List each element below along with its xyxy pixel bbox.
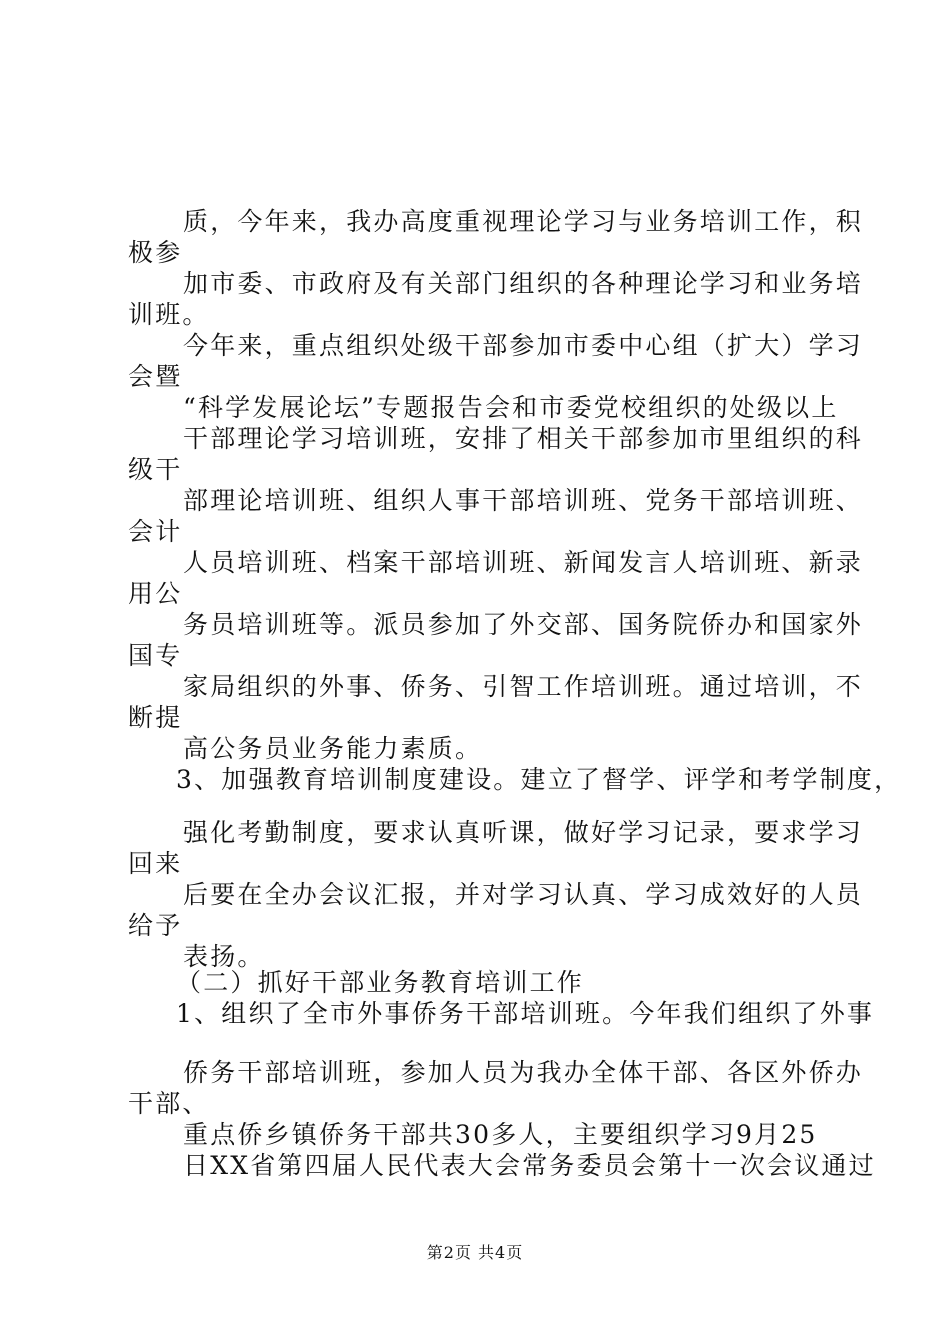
text-line: 国专 (128, 641, 183, 670)
text-line: 训班。 (128, 300, 210, 329)
text-line: 人员培训班、档案干部培训班、新闻发言人培训班、新录 (183, 548, 864, 577)
text-line: 干部理论学习培训班，安排了相关干部参加市里组织的科 (183, 424, 864, 453)
text-line: 家局组织的外事、侨务、引智工作培训班。通过培训，不 (183, 672, 864, 701)
text-line: 1、组织了全市外事侨务干部培训班。今年我们组织了外事 (176, 999, 875, 1028)
text-line: 用公 (128, 579, 183, 608)
text-line: 会暨 (128, 362, 183, 391)
text-line: 给予 (128, 911, 183, 940)
text-line: 强化考勤制度，要求认真听课，做好学习记录，要求学习 (183, 818, 864, 847)
text-line: 干部、 (128, 1089, 210, 1118)
text-line: 后要在全办会议汇报，并对学习认真、学习成效好的人员 (183, 880, 864, 909)
text-line: “科学发展论坛”专题报告会和市委党校组织的处级以上 (183, 393, 839, 422)
page-number-footer: 第2页 共4页 (426, 1243, 524, 1262)
text-line: 部理论培训班、组织人事干部培训班、党务干部培训班、 (183, 486, 864, 515)
text-line: 重点侨乡镇侨务干部共30多人，主要组织学习9月25 (183, 1120, 818, 1149)
text-line: 回来 (128, 849, 183, 878)
text-line: 日XX省第四届人民代表大会常务委员会第十一次会议通过 (183, 1151, 876, 1180)
text-line: 加市委、市政府及有关部门组织的各种理论学习和业务培 (183, 269, 864, 298)
text-line: 高公务员业务能力素质。 (183, 734, 483, 763)
text-line: 会计 (128, 517, 183, 546)
text-line: 务员培训班等。派员参加了外交部、国务院侨办和国家外 (183, 610, 864, 639)
text-line: 表扬。 (183, 942, 265, 971)
text-line: 极参 (128, 238, 183, 267)
text-line: 3、加强教育培训制度建设。建立了督学、评学和考学制度， (176, 765, 902, 794)
text-line: 断提 (128, 703, 183, 732)
section-heading: （二）抓好干部业务教育培训工作 (176, 968, 585, 997)
text-line: 侨务干部培训班，参加人员为我办全体干部、各区外侨办 (183, 1058, 864, 1087)
text-line: 质，今年来，我办高度重视理论学习与业务培训工作，积 (183, 207, 864, 236)
text-line: 级干 (128, 455, 183, 484)
text-line: 今年来，重点组织处级干部参加市委中心组（扩大）学习 (183, 331, 864, 360)
